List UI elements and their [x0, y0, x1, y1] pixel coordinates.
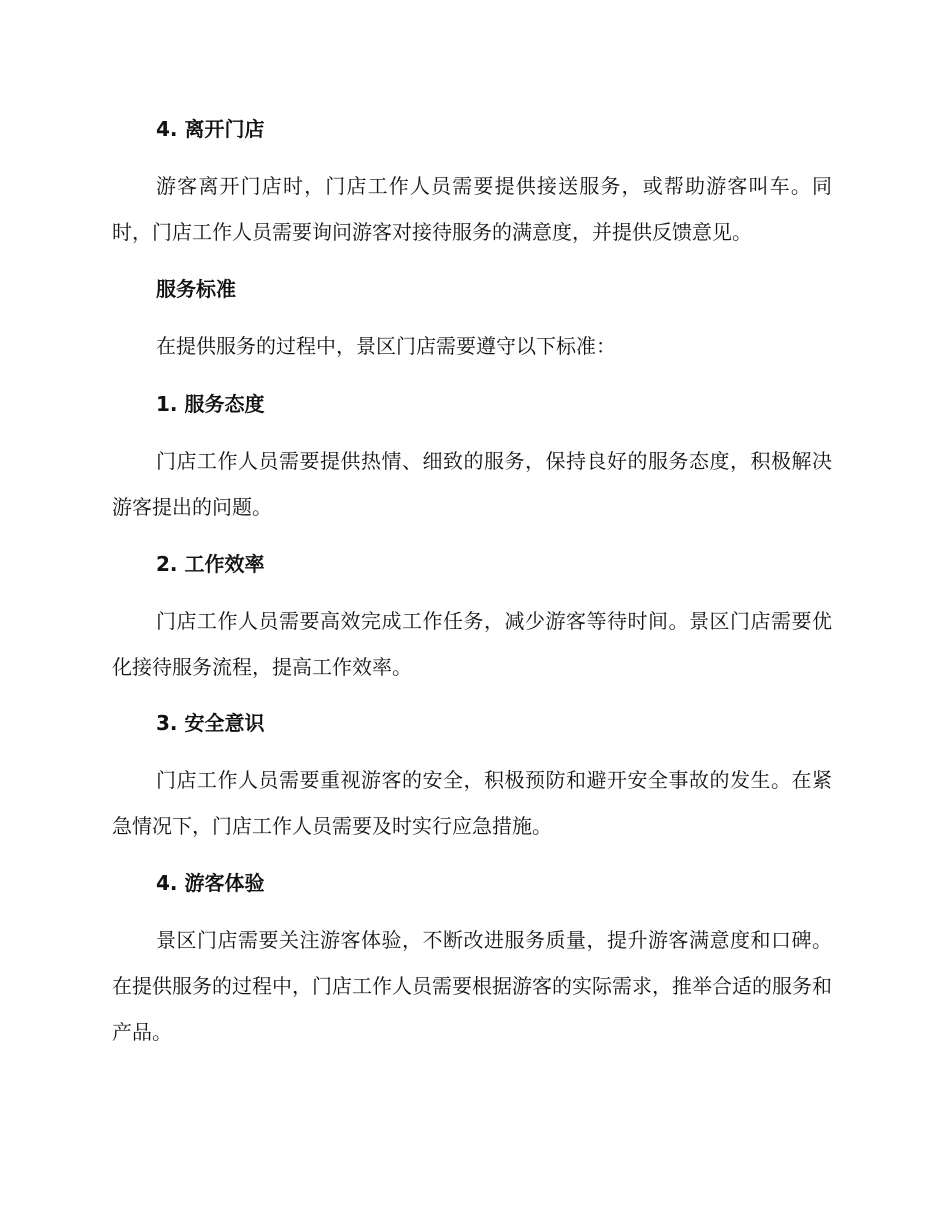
section-heading-safety-awareness: 3. 安全意识 — [156, 711, 265, 735]
paragraph-safety-awareness: 门店工作人员需要重视游客的安全，积极预防和避开安全事故的发生。在紧急情况下，门店工作人员需要及时实行应急措施。 — [112, 768, 832, 838]
section-heading-work-efficiency: 2. 工作效率 — [156, 552, 265, 576]
section-heading-visitor-experience: 4. 游客体验 — [156, 871, 265, 895]
paragraph-standards-intro: 在提供服务的过程中，景区门店需要遵守以下标准： — [156, 334, 616, 358]
paragraph-visitor-experience: 景区门店需要关注游客体验，不断改进服务质量，提升游客满意度和口碑。在提供服务的过程中，门店工作人员需要根据游客的实际需求，推举合适的服务和产品。 — [112, 928, 832, 1044]
section-heading-leave-store: 4. 离开门店 — [156, 117, 265, 141]
section-heading-service-attitude: 1. 服务态度 — [156, 392, 265, 416]
section-heading-service-standards: 服务标准 — [156, 277, 236, 301]
paragraph-service-attitude: 门店工作人员需要提供热情、细致的服务，保持良好的服务态度，积极解决游客提出的问题。 — [112, 449, 832, 519]
paragraph-work-efficiency: 门店工作人员需要高效完成工作任务，减少游客等待时间。景区门店需要优化接待服务流程，提高工作效率。 — [112, 609, 832, 679]
paragraph-leave-store: 游客离开门店时，门店工作人员需要提供接送服务，或帮助游客叫车。同时，门店工作人员需要询问游客对接待服务的满意度，并提供反馈意见。 — [112, 174, 832, 244]
